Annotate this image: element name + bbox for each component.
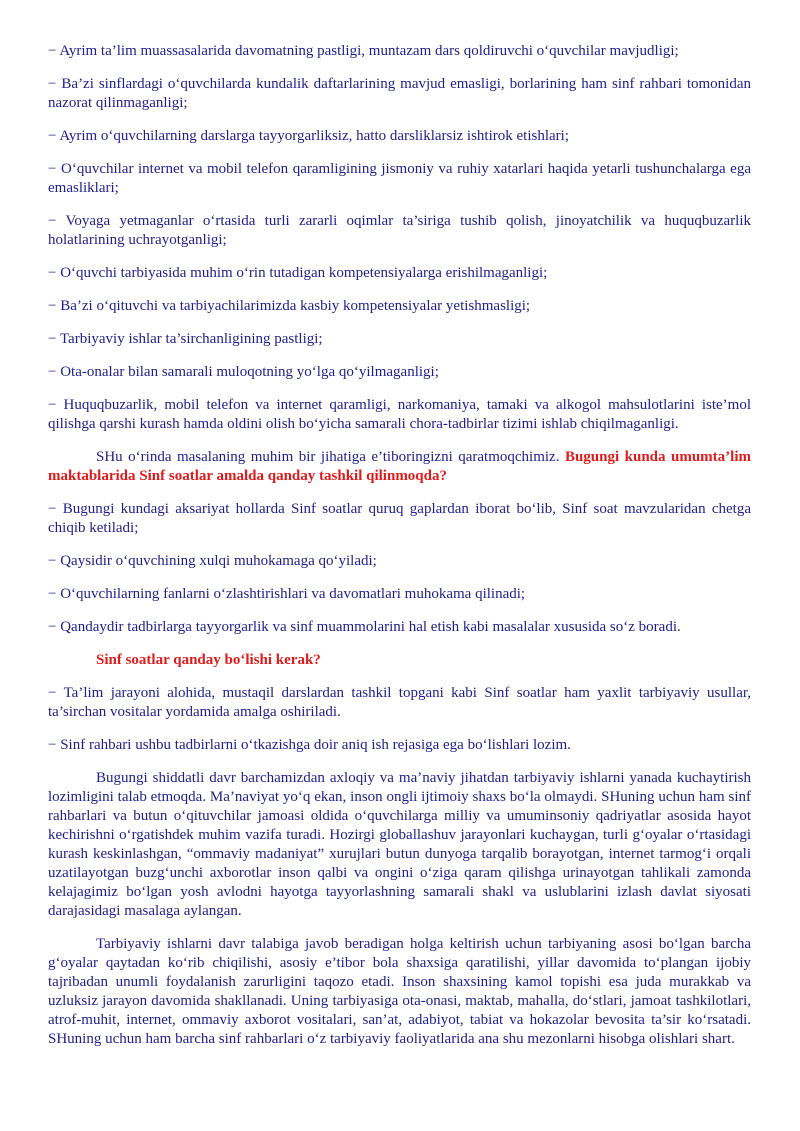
body-paragraph: Tarbiyaviy ishlarni davr talabiga javob beradigan holga keltirish uchun tarbiyaning asosi bo‘lgan barcha g‘oyalar qaytadan ko‘rib chiqilishi, asosiy e’tibor bola shaxsiga qaratilishi, yillar davomida to‘plangan ijobiy tajribadan unumli foydalanish zarurligini taqozo etadi. Inson shaxsining kamol topishi esa juda murakkab va uzluksiz jarayon davomida shakllanadi. Uning tarbiyasiga ota-onasi, maktab, mahalla, do‘stlari, jamoat tashkilotlari, atrof-muhit, internet, ommaviy axborot vositalari, san’at, adabiyot, tabiat va hokazolar bevosita ta’sir ko‘rsatadi. SHuning uchun ham barcha sinf rahbarlari o‘z tarbiyaviy faoliyatlarida ana shu mezonlarni hisobga olishlari shart. [48, 936, 751, 1047]
question-highlight-text: Bugungi kunda umumta’lim maktablarida Sinf soatlar amalda qanday tashkil qilinmoqda? [48, 449, 751, 484]
bullet-item: − Qandaydir tadbirlarga tayyorgarlik va sinf muammolarini hal etish kabi masalalar xususida so‘z boradi. [48, 619, 681, 635]
bullet-item: − Qaysidir o‘quvchining xulqi muhokamaga qo‘yiladi; [48, 553, 377, 569]
bullet-item: − O‘quvchi tarbiyasida muhim o‘rin tutadigan kompetensiyalarga erishilmaganligi; [48, 265, 548, 281]
bullet-item: − Voyaga yetmaganlar o‘rtasida turli zararli oqimlar ta’siriga tushib qolish, jinoyatchilik va huquqbuzarlik holatlarining uchrayotganligi; [48, 213, 751, 248]
body-paragraph: Bugungi shiddatli davr barchamizdan axloqiy va ma’naviy jihatdan tarbiyaviy ishlarni yanada kuchaytirish lozimligini talab etmoqda. Ma’naviyat yo‘q ekan, inson ongli ijtimoiy shaxs bo‘la olmaydi. SHuning uchun ham sinf rahbarlari va butun o‘qituvchilar jamoasi oldida o‘quvchilarga milliy va umuminsoniy qadriyatlar asosida hayot kechirishni o‘rgatishdek muhim vazifa turadi. Hozirgi globallashuv jarayonlari kuchaygan, turli g‘oyalar o‘rtasidagi kurash keskinlashgan, “ommaviy madaniyat” xurujlari butun dunyoga tarqalib borayotgan, internet tarmog‘i orqali uzatilayotgan buzg‘unchi axborotlar inson qalbi va ongini o‘ziga qaram qilishga urinayotgan tahlikali zamonda kelajagimiz bo‘lgan yosh avlodni hayotga tayyorlashning samarali shakl va uslublarini izlash davlat siyosati darajasidagi masalaga aylangan. [48, 770, 751, 919]
bullet-item: − Ayrim ta’lim muassasalarida davomatning pastligi, muntazam dars qoldiruvchi o‘quvchilar mavjudligi; [48, 43, 679, 59]
bullet-item: − Ba’zi o‘qituvchi va tarbiyachilarimizda kasbiy kompetensiyalar yetishmasligi; [48, 298, 531, 314]
question-intro-text: SHu o‘rinda masalaning muhim bir jihatiga e’tiboringizni qaratmoqchimiz. [96, 449, 565, 465]
bullet-item: − Ta’lim jarayoni alohida, mustaqil darslardan tashkil topgani kabi Sinf soatlar ham yaxlit tarbiyaviy usullar, ta’sirchan vositalar yordamida amalga oshiriladi. [48, 685, 751, 720]
bullet-item: − Ba’zi sinflardagi o‘quvchilarda kundalik daftarlarining mavjud emasligi, borlarining ham sinf rahbari tomonidan nazorat qilinmaganligi; [48, 76, 751, 111]
section-heading: Sinf soatlar qanday bo‘lishi kerak? [96, 652, 321, 668]
question-paragraph [48, 448, 751, 486]
bullet-item: − Huquqbuzarlik, mobil telefon va internet qaramligi, narkomaniya, tamaki va alkogol mahsulotlarini iste’mol qilishga qarshi kurash hamda oldini olish bo‘yicha samarali chora-tadbirlar tizimi ishlab chiqilmaganligi. [48, 397, 751, 432]
bullet-item: − Bugungi kundagi aksariyat hollarda Sinf soatlar quruq gaplardan iborat bo‘lib, Sinf soat mavzularidan chetga chiqib ketiladi; [48, 501, 751, 536]
document-body [48, 42, 751, 1063]
bullet-item: − Tarbiyaviy ishlar ta’sirchanligining pastligi; [48, 331, 323, 347]
bullet-item: − O‘quvchilarning fanlarni o‘zlashtirishlari va davomatlari muhokama qilinadi; [48, 586, 526, 602]
bullet-item: − Ota-onalar bilan samarali muloqotning yo‘lga qo‘yilmaganligi; [48, 364, 439, 380]
bullet-item: − Sinf rahbari ushbu tadbirlarni o‘tkazishga doir aniq ish rejasiga ega bo‘lishlari lozim. [48, 737, 571, 753]
bullet-item: − Ayrim o‘quvchilarning darslarga tayyorgarliksiz, hatto darsliklarsiz ishtirok etishlari; [48, 128, 569, 144]
bullet-item: − O‘quvchilar internet va mobil telefon qaramligining jismoniy va ruhiy xatarlari haqida yetarli tushunchalarga ega emasliklari; [48, 161, 751, 196]
